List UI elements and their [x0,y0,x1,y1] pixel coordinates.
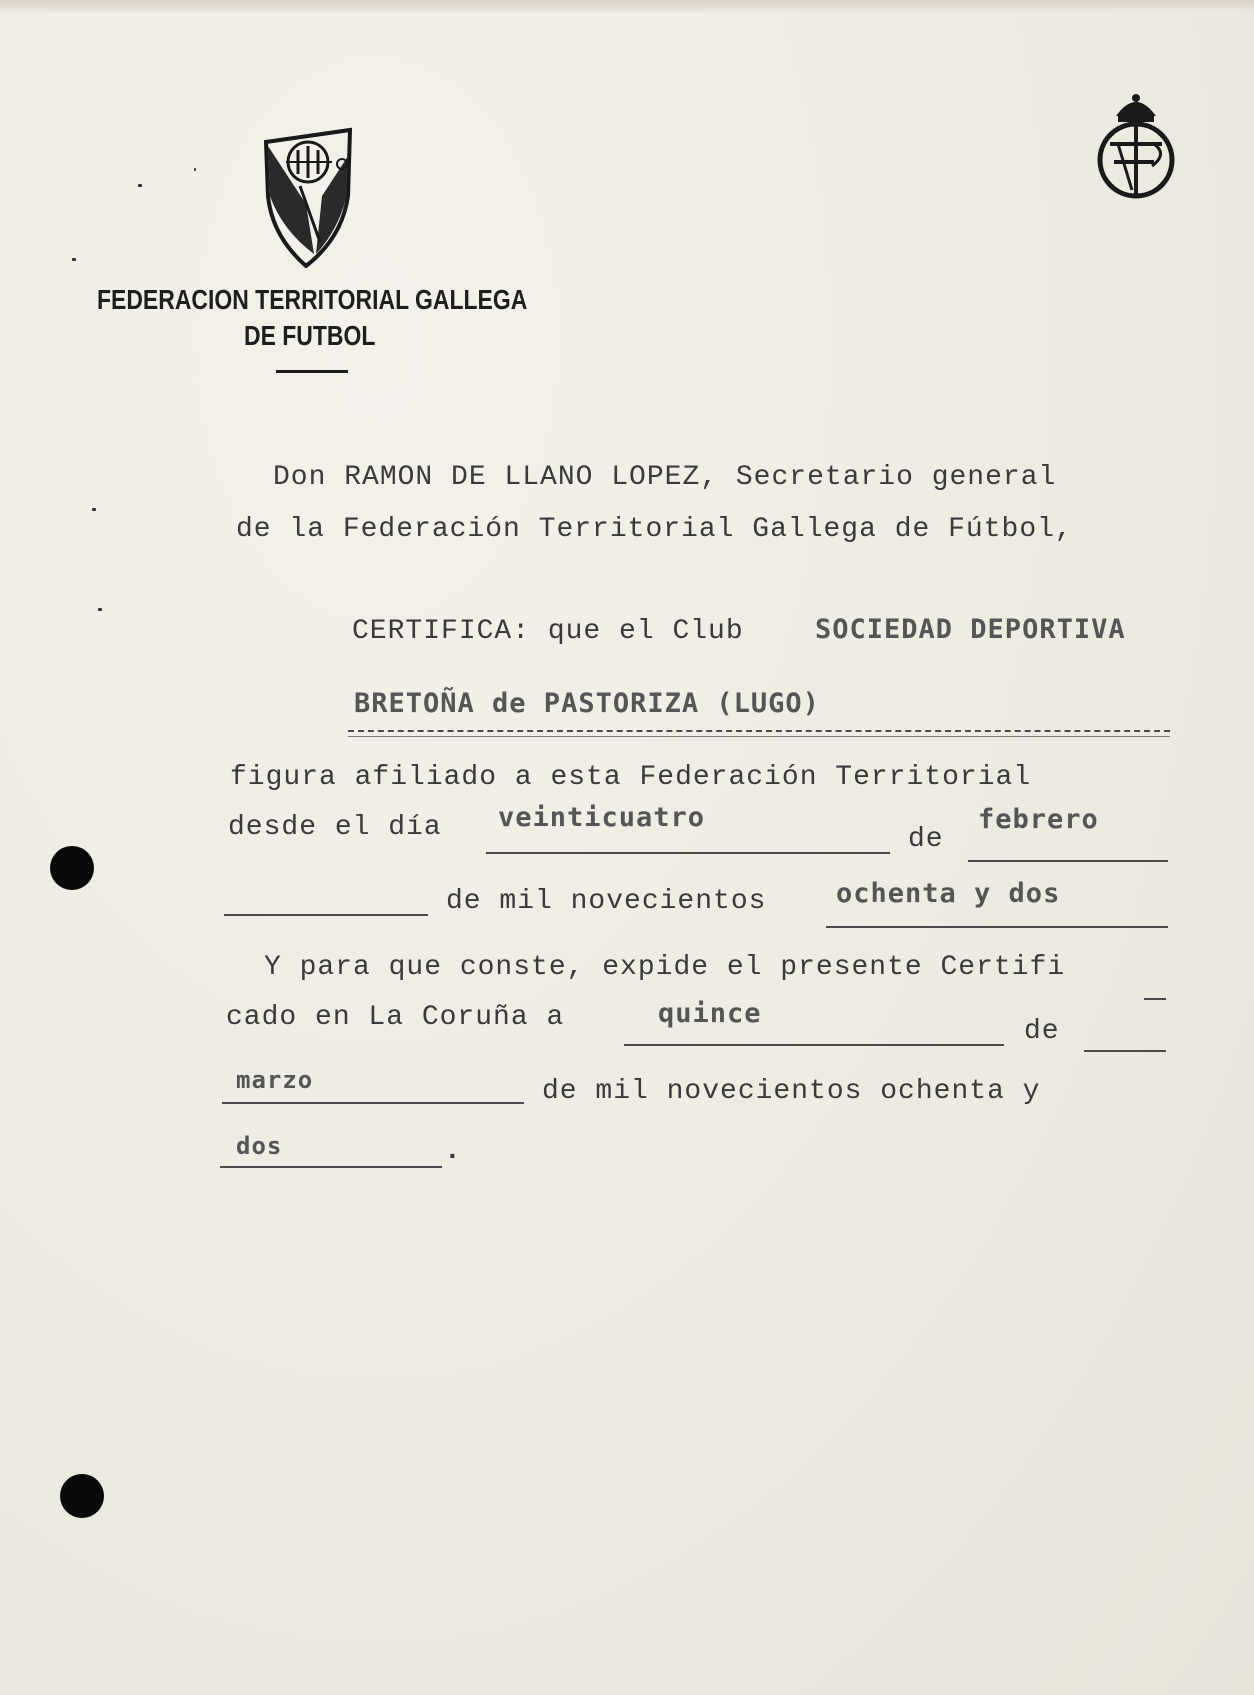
letterhead-line2: DE FUTBOL [244,320,376,351]
paper-speck [92,508,96,511]
closing-period: . [444,1136,462,1167]
club-underline [348,730,1170,732]
affiliation-month: febrero [978,804,1099,835]
affiliation-day-underline [486,852,890,854]
closing-year-underline [220,1166,442,1168]
affiliation-day: veinticuatro [498,802,706,833]
club-underline-2 [348,736,1170,737]
closing-day: quince [658,998,762,1029]
punch-hole-top [50,846,94,890]
affiliation-line1: figura afiliado a esta Federación Territorial [230,762,1032,793]
paper-speck [138,184,142,187]
affiliation-desde: desde el día [228,812,442,843]
paper-edge [0,0,1254,12]
affiliation-year: ochenta y dos [836,878,1061,909]
closing-de-mil: de mil novecientos ochenta y [542,1076,1041,1107]
letterhead-underline [276,370,348,373]
club-name-line1: SOCIEDAD DEPORTIVA [815,614,1126,645]
club-name-line2: BRETOÑA de PASTORIZA (LUGO) [354,688,820,719]
affiliation-year-underline [826,926,1168,928]
closing-day-underline [624,1044,1004,1046]
closing-month: marzo [236,1066,314,1094]
punch-hole-bottom [60,1474,104,1518]
paper-speck [194,168,196,171]
closing-de: de [1024,1016,1060,1047]
paper-speck [98,608,102,611]
intro-line2: de la Federación Territorial Gallega de Fútbol, [236,514,1073,545]
federation-shield-logo [262,126,354,268]
closing-line1: Y para que conste, expide el presente Certifi [264,952,1066,983]
affiliation-de-mil: de mil novecientos [446,886,767,917]
letterhead-line1: FEDERACION TERRITORIAL GALLEGA [97,284,528,315]
closing-year: dos [236,1132,283,1160]
intro-line1: Don RAMON DE LLANO LOPEZ, Secretario general [273,462,1057,493]
affiliation-de: de [908,824,944,855]
closing-month-underline [222,1102,524,1104]
certifica-prefix: CERTIFICA: que el Club [352,616,744,647]
closing-hyphen-underline [1144,998,1166,1000]
rfef-crest-logo [1092,92,1180,204]
affiliation-month-underline [968,860,1168,862]
paper-speck [72,258,76,261]
closing-de-underline [1084,1050,1166,1052]
affiliation-blank-underline [224,914,428,916]
closing-cado: cado en La Coruña a [226,1002,565,1033]
